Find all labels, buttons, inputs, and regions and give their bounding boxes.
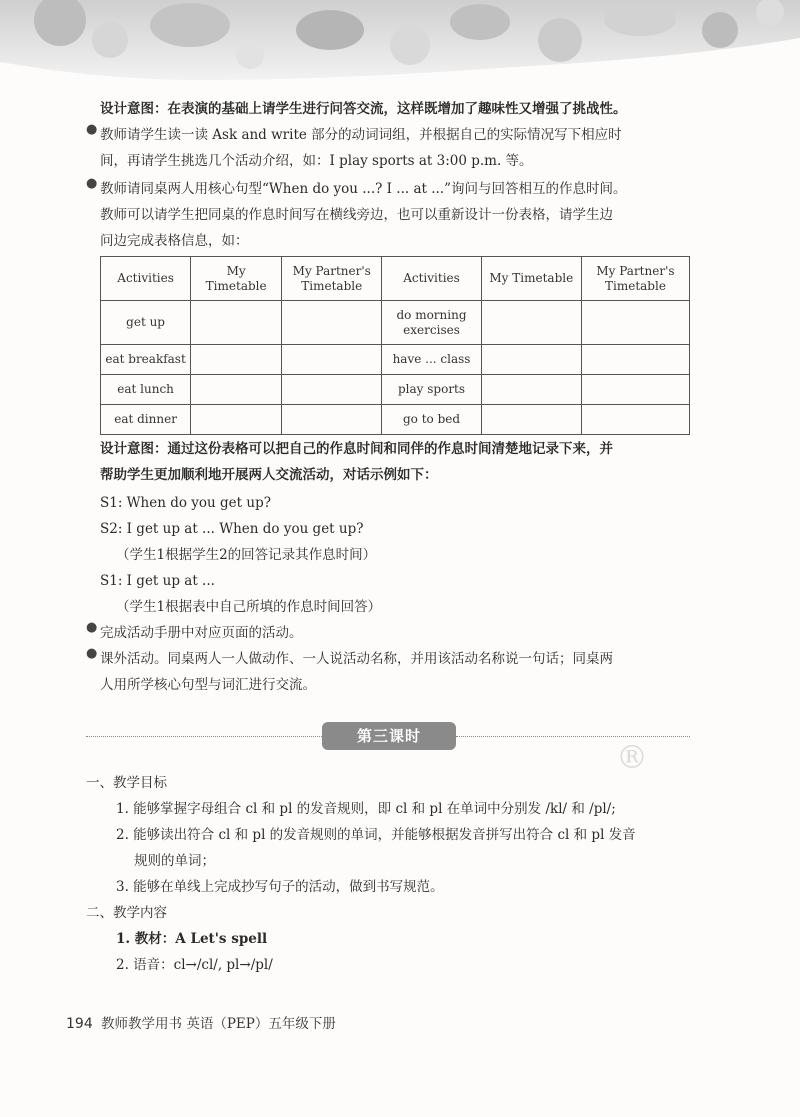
section-1-item-1: 1. 能够掌握字母组合 cl 和 pl 的发音规则，即 cl 和 pl 在单词中分别发 /kl/ 和 /pl/; [116, 801, 616, 817]
table-cell [191, 405, 282, 435]
design-note-2-line-2: 帮助学生更加顺利地开展两人交流活动，对话示例如下： [100, 467, 438, 483]
dialogue-note-2: （学生1根据表中自己所填的作息时间回答） [116, 599, 382, 615]
table-header-cell: My Timetable [191, 257, 282, 301]
table-header-cell: Activities [101, 257, 191, 301]
timetable [100, 256, 690, 435]
section-1-item-3: 3. 能够在单线上完成抄写句子的活动，做到书写规范。 [116, 879, 444, 895]
bullet-dot: ● [86, 646, 98, 661]
table-cell: eat dinner [101, 405, 191, 435]
table-cell [481, 301, 581, 345]
section-2-item-1: 1. 教材：A Let's spell [116, 931, 268, 947]
bullet-1-line-2: 间，再请学生挑选几个活动介绍，如：I play sports at 3:00 p.m. 等。 [100, 153, 533, 169]
dialogue-note-1: （学生1根据学生2的回答记录其作息时间） [116, 547, 377, 563]
lesson-title-badge: 第三课时 [322, 722, 456, 750]
page-number: 194 [66, 1016, 93, 1032]
bullet-4-line-2: 人用所学核心句型与词汇进行交流。 [100, 677, 316, 693]
bullet-2-line-2: 教师可以请学生把同桌的作息时间写在横线旁边，也可以重新设计一份表格，请学生边 [100, 207, 613, 223]
table-cell [191, 345, 282, 375]
table-cell: get up [101, 301, 191, 345]
table-header-cell: My Timetable [481, 257, 581, 301]
table-cell [481, 405, 581, 435]
decorative-floral-banner [0, 0, 800, 90]
section-1-heading: 一、教学目标 [86, 775, 167, 791]
table-header-cell: Activities [382, 257, 481, 301]
table-cell [191, 375, 282, 405]
table-header-cell: My Partner's Timetable [581, 257, 689, 301]
section-2-heading: 二、教学内容 [86, 905, 167, 921]
bullet-2-line-1: 教师请同桌两人用核心句型“When do you ...? I ... at ...”询问与回答相互的作息时间。 [100, 181, 627, 197]
table-cell: eat lunch [101, 375, 191, 405]
bullet-3: 完成活动手册中对应页面的活动。 [100, 625, 303, 641]
table-cell [282, 345, 382, 375]
table-cell [581, 405, 689, 435]
book-title: 教师教学用书 英语（PEP）五年级下册 [101, 1016, 336, 1032]
bullet-dot: ● [86, 176, 98, 191]
dialogue-s1-answer: S1: I get up at ... [100, 573, 215, 589]
design-note-2-line-1: 设计意图：通过这份表格可以把自己的作息时间和同伴的作息时间清楚地记录下来，并 [100, 441, 613, 457]
divider-line-left [86, 736, 322, 737]
table-row [101, 375, 690, 405]
table-row [101, 345, 690, 375]
section-2-item-2: 2. 语音：cl→/cl/, pl→/pl/ [116, 957, 273, 973]
table-cell [191, 301, 282, 345]
section-1-item-2-line-2: 规则的单词； [134, 853, 215, 869]
section-1-item-2-line-1: 2. 能够读出符合 cl 和 pl 的发音规则的单词，并能够根据发音拼写出符合 cl 和 pl 发音 [116, 827, 636, 843]
bullet-1-line-1: 教师请学生读一读 Ask and write 部分的动词词组，并根据自己的实际情况写下相应时 [100, 127, 622, 143]
design-note-1: 设计意图：在表演的基础上请学生进行问答交流，这样既增加了趣味性又增强了挑战性。 [100, 101, 627, 117]
table-cell: eat breakfast [101, 345, 191, 375]
watermark-registered-mark: ® [616, 738, 648, 776]
table-cell [282, 301, 382, 345]
bullet-2-line-3: 问边完成表格信息，如： [100, 233, 249, 249]
table-cell: go to bed [382, 405, 481, 435]
table-cell [581, 375, 689, 405]
dialogue-s2: S2: I get up at ... When do you get up? [100, 521, 364, 537]
table-cell [282, 405, 382, 435]
table-cell: have ... class [382, 345, 481, 375]
table-header-row [101, 257, 690, 301]
table-cell [581, 345, 689, 375]
table-header-cell: My Partner's Timetable [282, 257, 382, 301]
table-row [101, 301, 690, 345]
table-row [101, 405, 690, 435]
bullet-4-line-1: 课外活动。同桌两人一人做动作、一人说活动名称，并用该活动名称说一句话；同桌两 [100, 651, 613, 667]
table-cell: play sports [382, 375, 481, 405]
table-cell [481, 345, 581, 375]
bullet-dot: ● [86, 122, 98, 137]
page-footer [66, 1012, 336, 1032]
bullet-dot: ● [86, 620, 98, 635]
table-cell [282, 375, 382, 405]
table-cell: do morning exercises [382, 301, 481, 345]
dialogue-s1-question: S1: When do you get up? [100, 495, 271, 511]
table-cell [481, 375, 581, 405]
table-cell [581, 301, 689, 345]
divider-line-right [456, 736, 690, 737]
